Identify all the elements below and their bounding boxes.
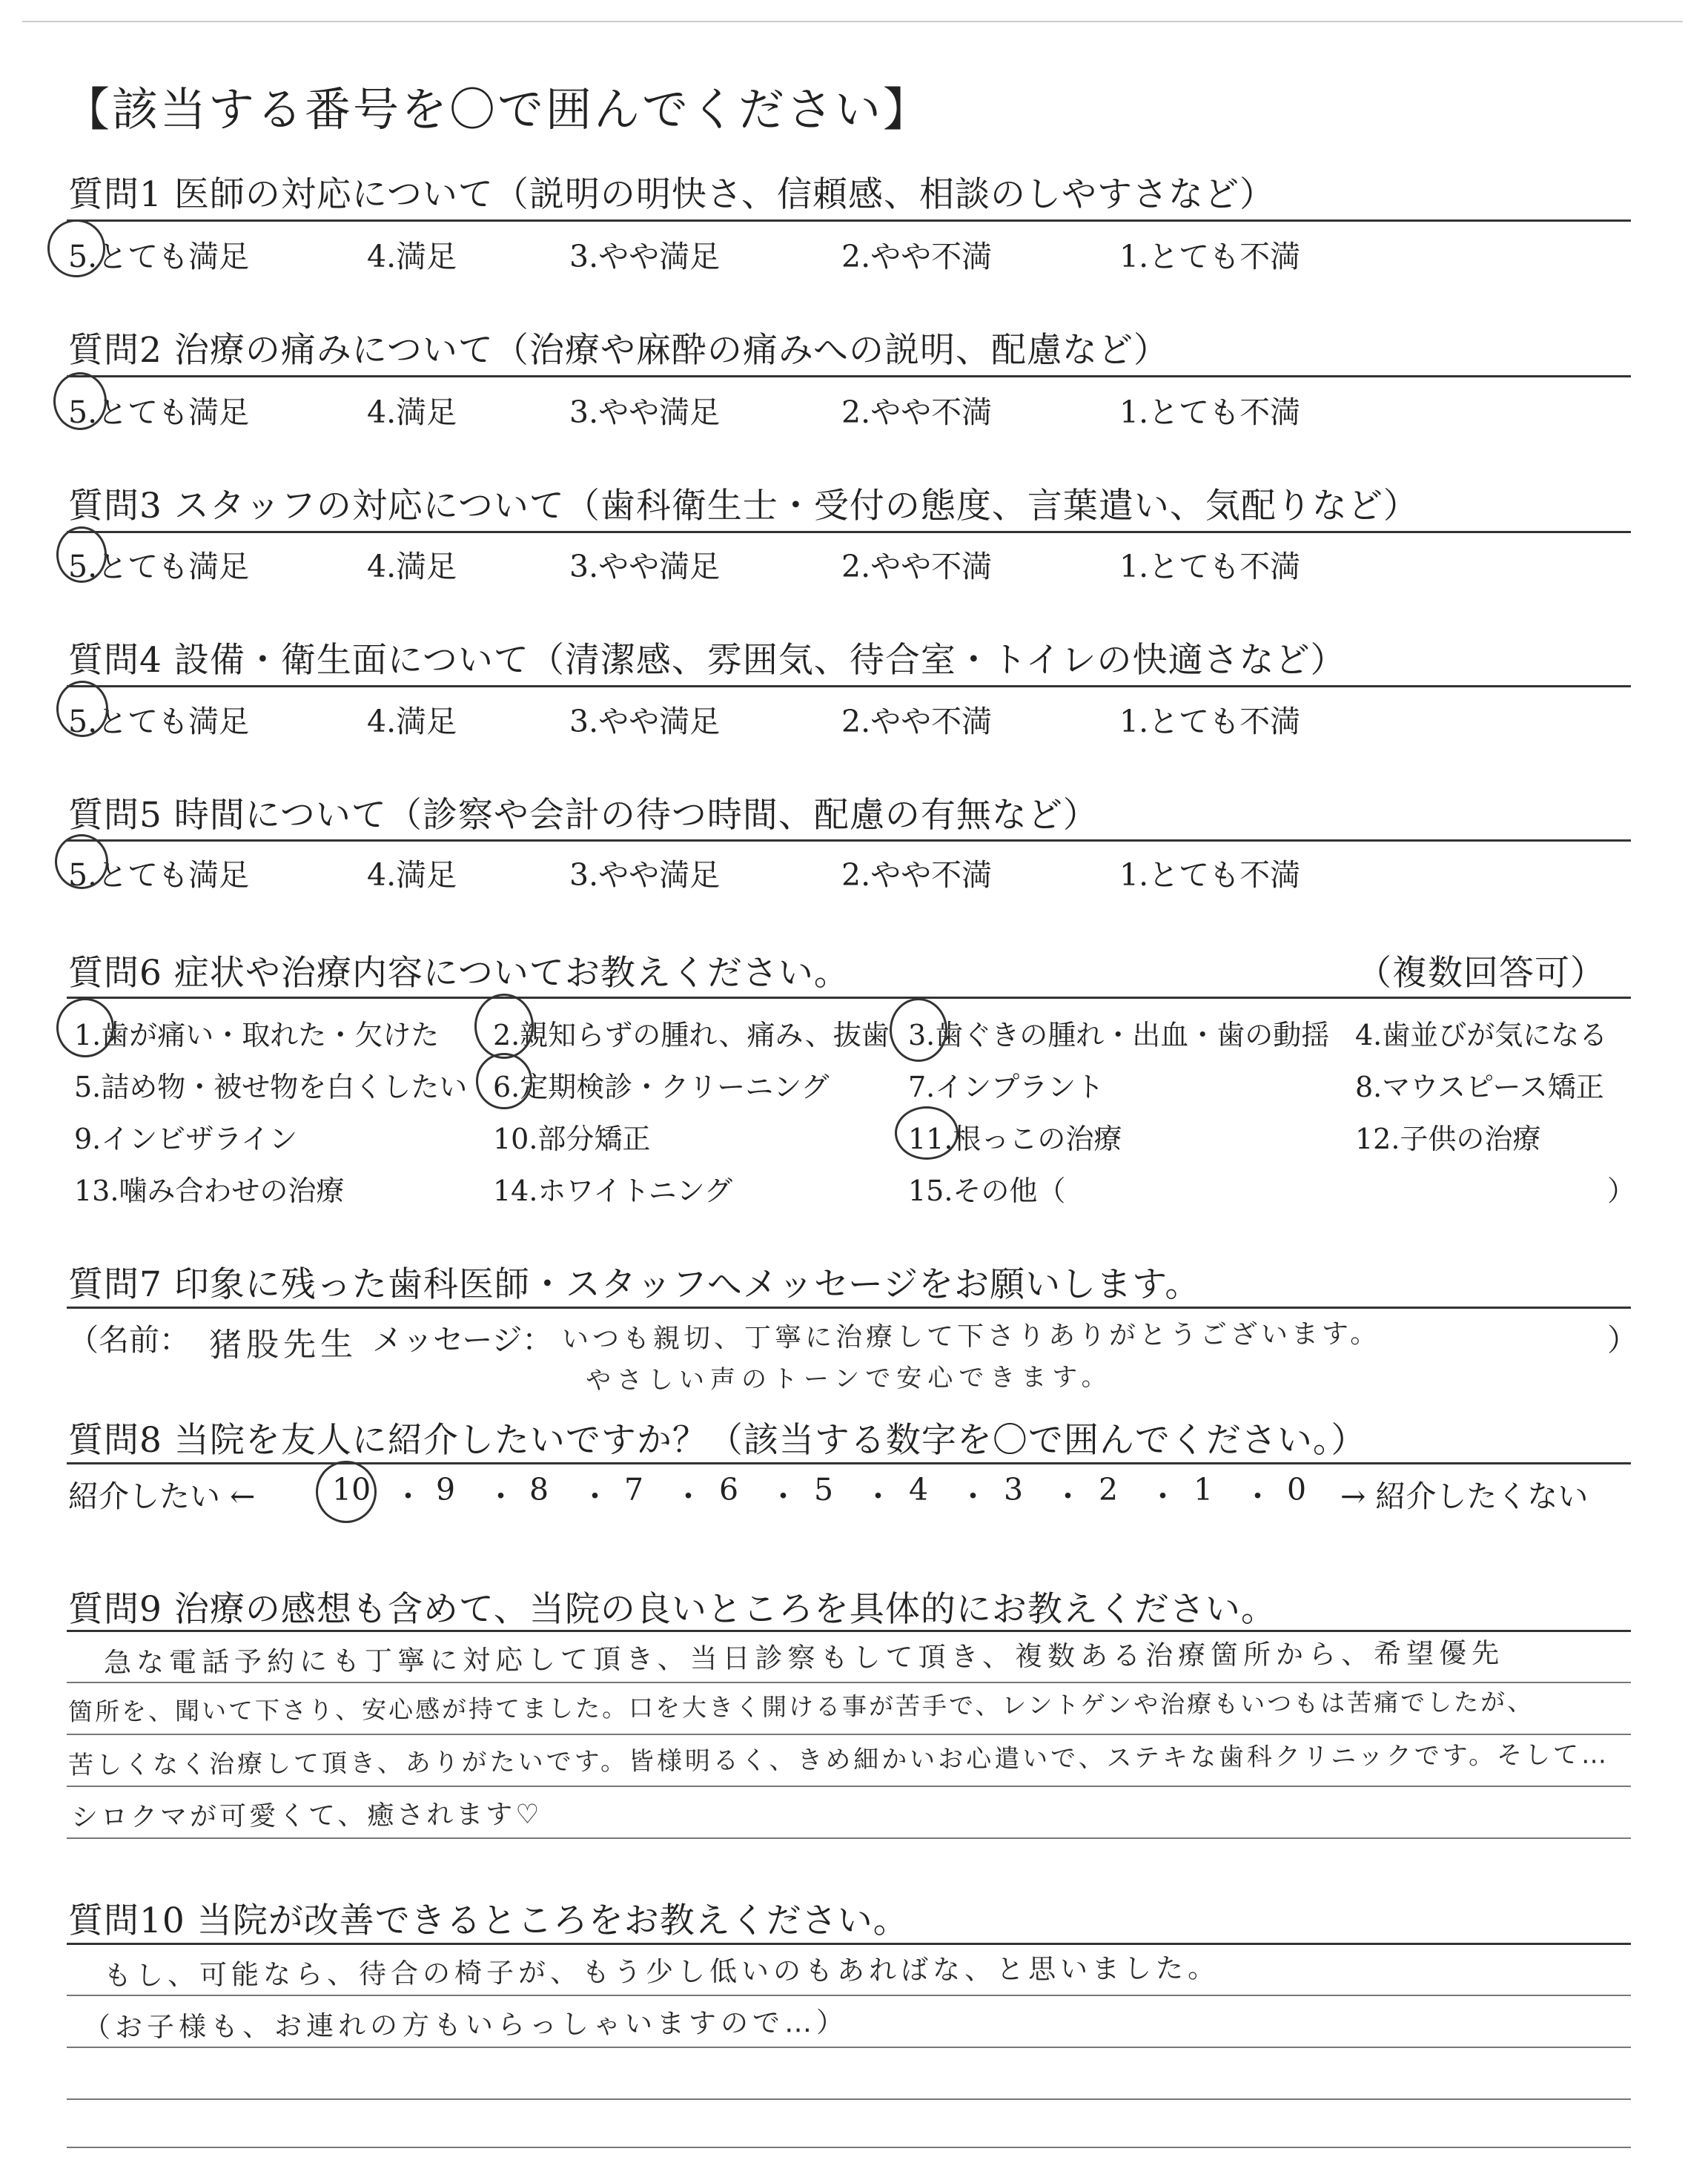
message-close-paren: ） xyxy=(1607,1322,1638,1358)
treatment-option-11[interactable]: 11.根っこの治療 xyxy=(908,1123,1122,1155)
answer-line xyxy=(67,2147,1631,2148)
scale-2[interactable]: 2 xyxy=(1099,1472,1119,1507)
treatment-option-13[interactable]: 13.噛み合わせの治療 xyxy=(74,1175,345,1207)
divider xyxy=(67,375,1631,377)
treatment-option-3[interactable]: 3.歯ぐきの腫れ・出血・歯の動揺 xyxy=(908,1019,1330,1051)
scale-3[interactable]: 3 xyxy=(1004,1472,1024,1507)
selection-circle xyxy=(56,998,114,1057)
option-4[interactable]: 4.満足 xyxy=(367,549,457,584)
option-5[interactable]: 5.とても満足 xyxy=(68,239,250,274)
option-1[interactable]: 1.とても不満 xyxy=(1119,239,1301,274)
treatment-option-5[interactable]: 5.詰め物・被せ物を白くしたい xyxy=(74,1071,468,1103)
question-1-label: 質問1 医師の対応について（説明の明快さ、信頼感、相談のしやすさなど） xyxy=(68,174,1276,215)
multiple-answers-note: （複数回答可） xyxy=(1357,953,1606,994)
answer-line-2[interactable]: 箇所を、聞いて下さり、安心感が持てました。口を大きく開ける事が苦手で、レントゲンや治療もいつもは苦痛でしたが、 xyxy=(67,1687,1535,1726)
question-5-label: 質問5 時間について（診察や会計の待つ時間、配慮の有無など） xyxy=(68,795,1099,836)
selection-circle xyxy=(476,1053,532,1109)
treatment-option-4[interactable]: 4.歯並びが気になる xyxy=(1355,1019,1608,1051)
answer-line-2[interactable]: （お子様も、お連れの方もいらっしゃいますので…） xyxy=(82,2006,849,2044)
divider xyxy=(67,1307,1631,1309)
option-2[interactable]: 2.やや不満 xyxy=(841,394,993,430)
divider xyxy=(67,1462,1631,1464)
selection-circle xyxy=(895,1106,959,1160)
scale-dot: ・ xyxy=(1148,1479,1178,1514)
scale-dot: ・ xyxy=(486,1479,516,1514)
treatment-option-8[interactable]: 8.マウスピース矯正 xyxy=(1355,1071,1604,1103)
treatment-option-12[interactable]: 12.子供の治療 xyxy=(1355,1123,1541,1155)
scale-dot: ・ xyxy=(673,1479,704,1514)
option-4[interactable]: 4.満足 xyxy=(367,704,457,739)
option-3[interactable]: 3.やや満足 xyxy=(569,857,721,893)
option-1[interactable]: 1.とても不満 xyxy=(1119,704,1301,739)
question-6-label: 質問6 症状や治療内容についてお教えください。 xyxy=(68,953,850,994)
scale-9[interactable]: 9 xyxy=(436,1472,456,1507)
divider xyxy=(67,531,1631,533)
option-5[interactable]: 5.とても満足 xyxy=(68,549,250,584)
scale-6[interactable]: 6 xyxy=(719,1472,739,1507)
treatment-option-6[interactable]: 6.定期検診・クリーニング xyxy=(493,1071,830,1103)
option-5[interactable]: 5.とても満足 xyxy=(68,857,250,893)
scale-7[interactable]: 7 xyxy=(624,1472,644,1507)
selection-circle xyxy=(56,526,107,583)
treatment-option-1[interactable]: 1.歯が痛い・取れた・欠けた xyxy=(74,1019,440,1051)
selection-circle xyxy=(474,994,534,1059)
answer-line-3[interactable]: 苦しくなく治療して頂き、ありがたいです。皆様明るく、きめ細かいお心遣いで、ステキな歯科クリニックです。そして… xyxy=(67,1740,1610,1780)
scale-dot: ・ xyxy=(768,1479,798,1514)
treatment-option-15[interactable]: 15.その他（ xyxy=(908,1175,1066,1207)
selection-circle xyxy=(316,1461,377,1523)
selection-circle xyxy=(56,681,108,737)
answer-line xyxy=(67,1995,1631,1996)
treatment-option-7[interactable]: 7.インプラント xyxy=(908,1071,1105,1103)
question-10-label: 質問10 当院が改善できるところをお教えください。 xyxy=(68,1900,909,1941)
selection-circle xyxy=(890,998,947,1062)
page-title: 【該当する番号を〇で囲んでください】 xyxy=(64,82,932,136)
option-1[interactable]: 1.とても不満 xyxy=(1119,549,1301,584)
treatment-option-10[interactable]: 10.部分矯正 xyxy=(493,1123,651,1155)
recommend-right-label: → 紹介したくない xyxy=(1340,1479,1589,1514)
option-4[interactable]: 4.満足 xyxy=(367,394,457,430)
answer-line xyxy=(67,1837,1631,1839)
option-1[interactable]: 1.とても不満 xyxy=(1119,394,1301,430)
treatment-option-14[interactable]: 14.ホワイトニング xyxy=(493,1175,733,1207)
option-5[interactable]: 5.とても満足 xyxy=(68,704,250,739)
option-1[interactable]: 1.とても不満 xyxy=(1119,857,1301,893)
scale-1[interactable]: 1 xyxy=(1194,1472,1214,1507)
question-9-label: 質問9 治療の感想も含めて、当院の良いところを具体的にお教えください。 xyxy=(68,1589,1277,1630)
option-2[interactable]: 2.やや不満 xyxy=(841,857,993,893)
option-4[interactable]: 4.満足 xyxy=(367,857,457,893)
divider xyxy=(67,839,1631,842)
name-value[interactable]: 猪股先生 xyxy=(208,1325,358,1364)
selection-circle xyxy=(53,372,107,430)
scale-dot: ・ xyxy=(580,1479,610,1514)
recommend-left-label: 紹介したい ← xyxy=(68,1479,256,1514)
scale-dot: ・ xyxy=(958,1479,988,1514)
answer-line-1[interactable]: 急な電話予約にも丁寧に対応して頂き、当日診察もして頂き、複数ある治療箇所から、希望優先 xyxy=(103,1636,1505,1679)
divider xyxy=(67,997,1631,999)
option-3[interactable]: 3.やや満足 xyxy=(569,549,721,584)
divider xyxy=(67,685,1631,687)
treatment-option-2[interactable]: 2.親知らずの腫れ、痛み、抜歯 xyxy=(493,1019,890,1051)
question-3-label: 質問3 スタッフの対応について（歯科衛生士・受付の態度、言葉遣い、気配りなど） xyxy=(68,486,1419,526)
question-7-label: 質問7 印象に残った歯科医師・スタッフへメッセージをお願いします。 xyxy=(68,1264,1201,1305)
option-3[interactable]: 3.やや満足 xyxy=(569,704,721,739)
option-5[interactable]: 5.とても満足 xyxy=(68,394,250,430)
scale-10[interactable]: 10 xyxy=(332,1472,371,1507)
scale-dot: ・ xyxy=(1053,1479,1083,1514)
option-3[interactable]: 3.やや満足 xyxy=(569,239,721,274)
selection-circle xyxy=(55,834,108,889)
selection-circle xyxy=(47,219,105,277)
divider xyxy=(67,1943,1631,1945)
scale-8[interactable]: 8 xyxy=(529,1472,549,1507)
divider xyxy=(67,219,1631,222)
option-2[interactable]: 2.やや不満 xyxy=(841,549,993,584)
question-2-label: 質問2 治療の痛みについて（治療や麻酔の痛みへの説明、配慮など） xyxy=(68,330,1169,371)
name-label: （名前： xyxy=(68,1322,190,1358)
message-line-1[interactable]: いつも親切、丁寧に治療して下さりありがとうございます。 xyxy=(561,1318,1381,1355)
message-line-2[interactable]: やさしい声のトーンで安心できます。 xyxy=(585,1362,1113,1396)
option-2[interactable]: 2.やや不満 xyxy=(841,704,993,739)
question-4-label: 質問4 設備・衛生面について（清潔感、雰囲気、待合室・トイレの快適さなど） xyxy=(68,640,1346,681)
answer-line-1[interactable]: もし、可能なら、待合の椅子が、もう少し低いのもあればな、と思いました。 xyxy=(103,1952,1220,1992)
option-3[interactable]: 3.やや満足 xyxy=(569,394,721,430)
scale-4[interactable]: 4 xyxy=(909,1472,929,1507)
answer-line xyxy=(67,2098,1631,2100)
answer-line xyxy=(67,2047,1631,2048)
option-2[interactable]: 2.やや不満 xyxy=(841,239,993,274)
scale-5[interactable]: 5 xyxy=(814,1472,834,1507)
option-4[interactable]: 4.満足 xyxy=(367,239,457,274)
scale-dot: ・ xyxy=(1242,1479,1273,1514)
scale-dot: ・ xyxy=(393,1479,423,1514)
treatment-option-9[interactable]: 9.インビザライン xyxy=(74,1123,298,1155)
question-8-label: 質問8 当院を友人に紹介したいですか？（該当する数字を〇で囲んでください。） xyxy=(68,1420,1367,1461)
answer-line xyxy=(67,1786,1631,1787)
answer-line-4[interactable]: シロクマが可愛くて、癒されます♡ xyxy=(70,1799,543,1833)
scale-0[interactable]: 0 xyxy=(1287,1472,1307,1507)
scale-dot: ・ xyxy=(863,1479,893,1514)
message-label: メッセージ： xyxy=(372,1322,553,1358)
other-close-paren: ） xyxy=(1607,1175,1636,1207)
scan-top-edge xyxy=(22,21,1683,22)
